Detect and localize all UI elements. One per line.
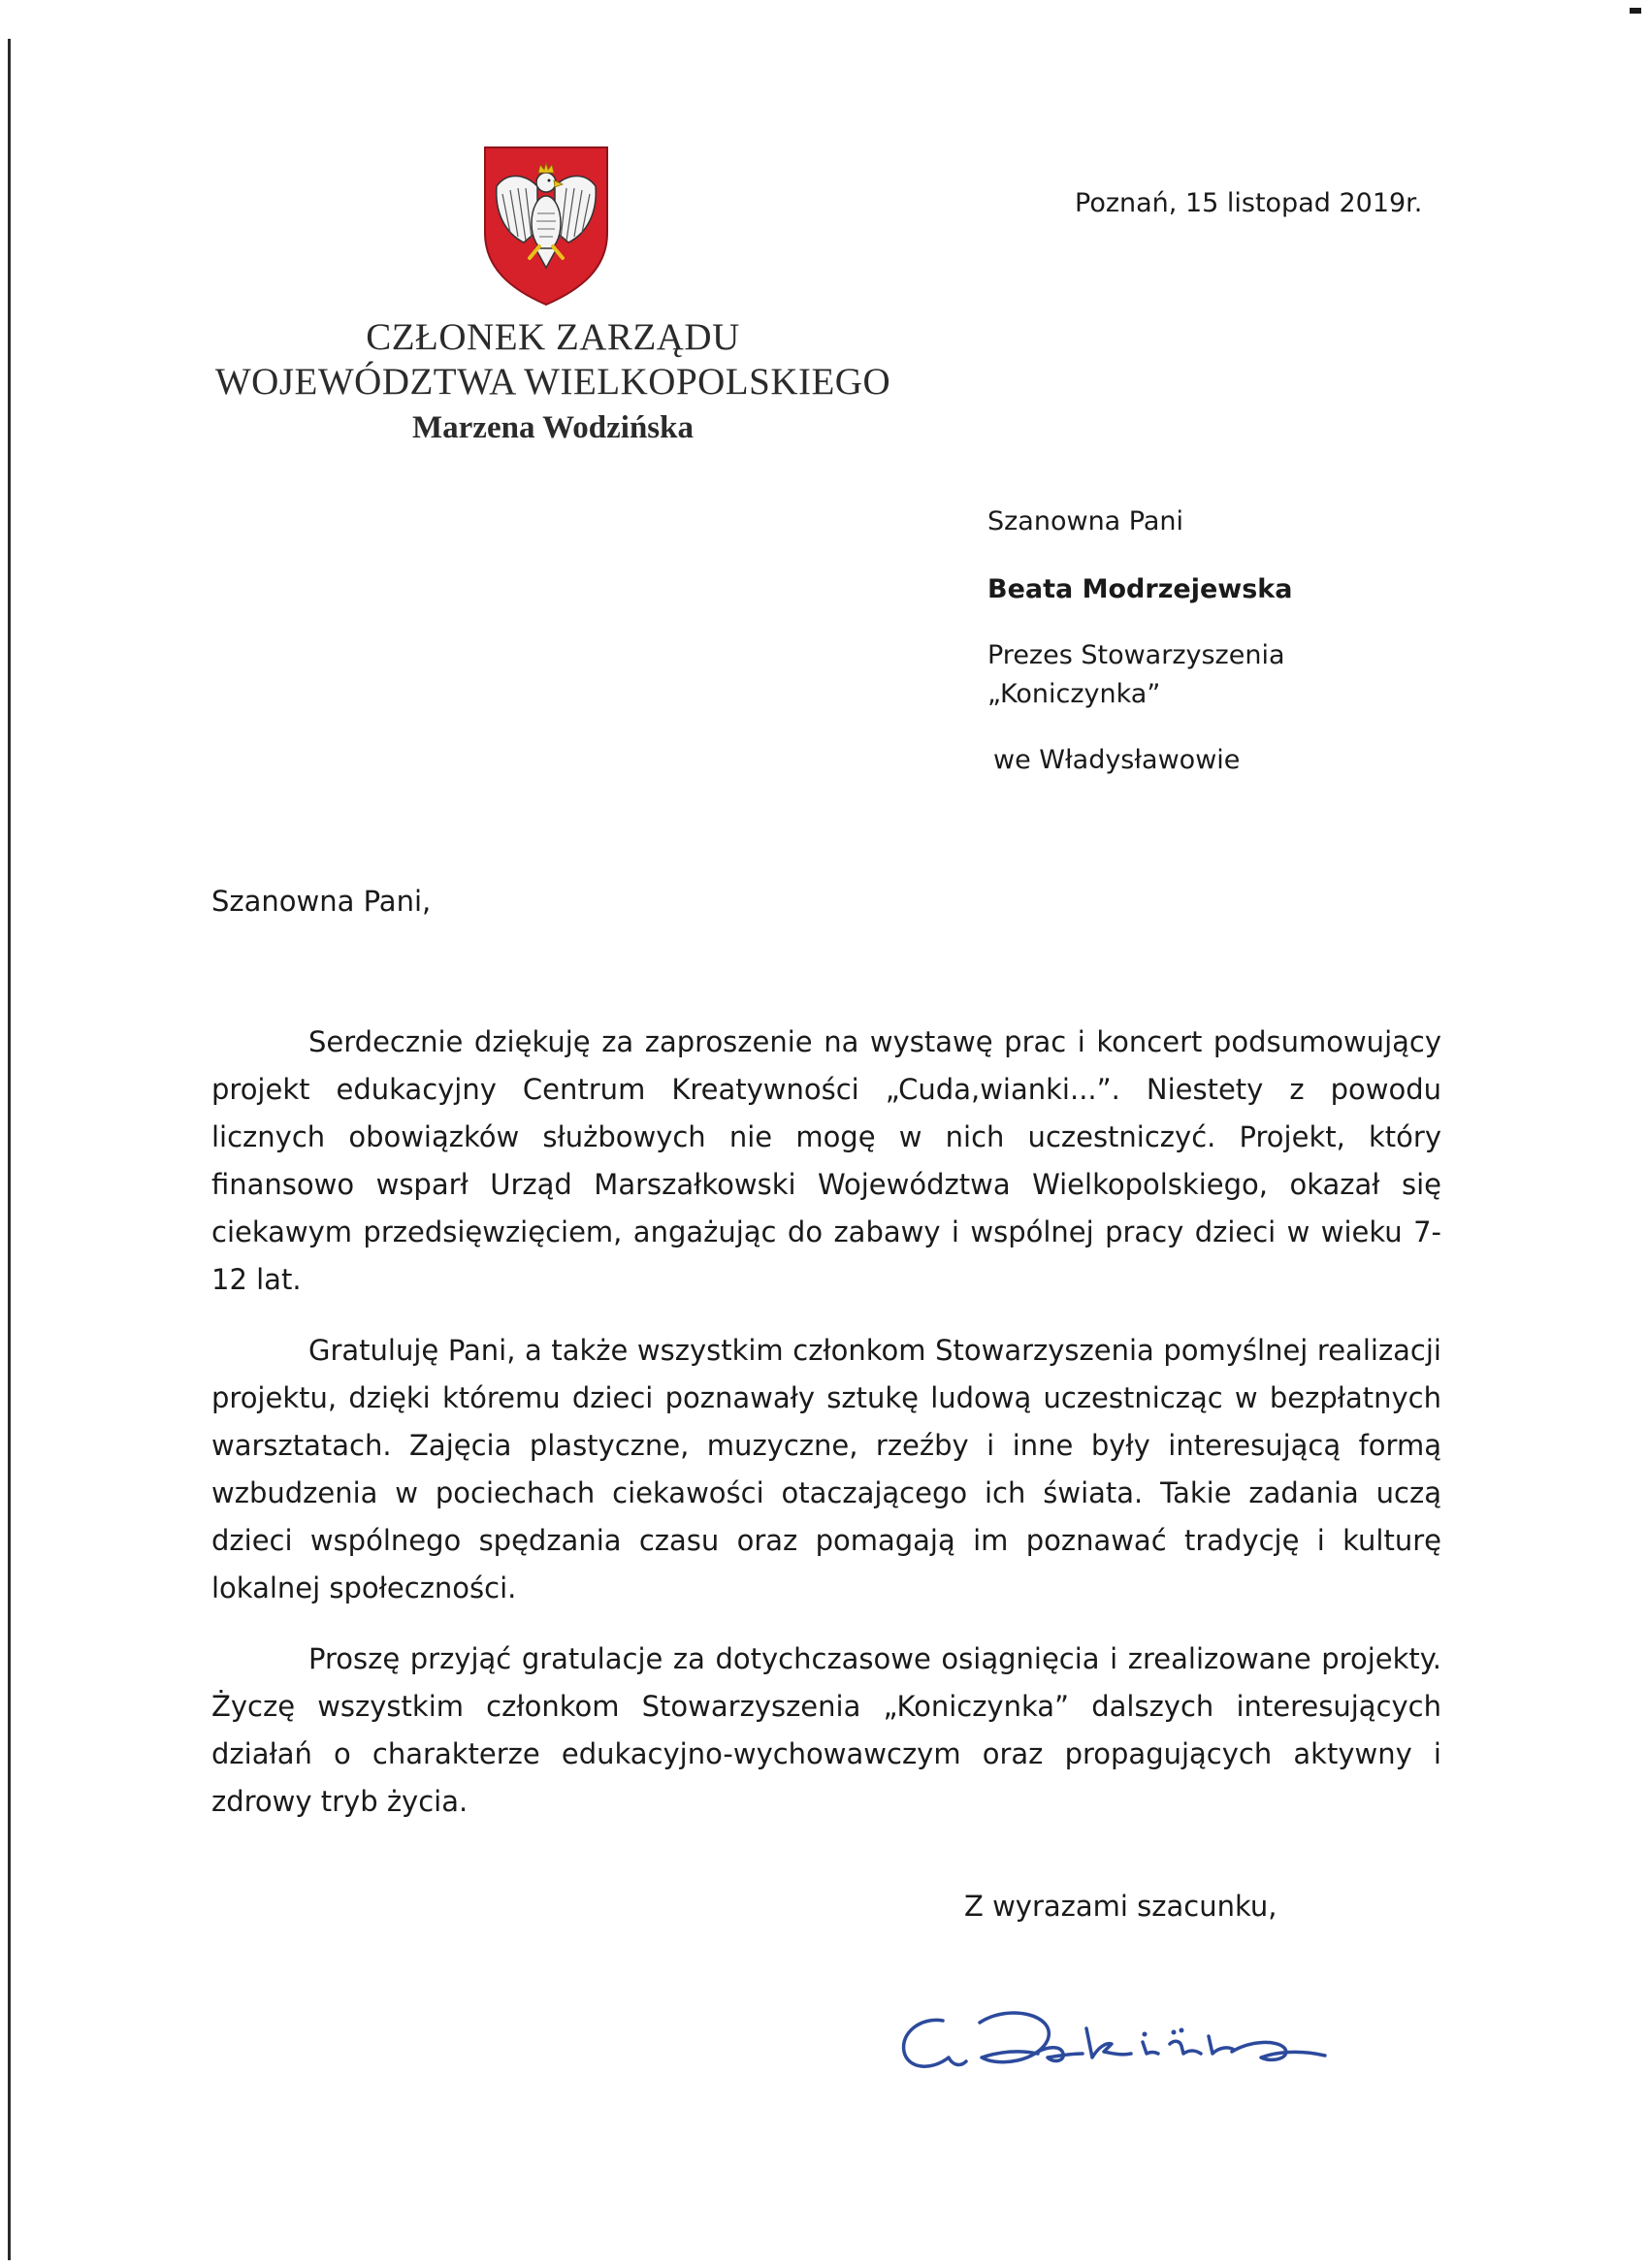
letter-date: Poznań, 15 listopad 2019r.: [1075, 188, 1423, 218]
sender-title-line-1: CZŁONEK ZARZĄDU: [366, 316, 740, 358]
recipient-role: Prezes Stowarzyszenia: [987, 640, 1285, 670]
scan-edge: [8, 39, 11, 2260]
body-paragraph: Proszę przyjąć gratulacje za dotychczasowe osiągnięcia i zrealizowane projekty. Życzę wszystkim członkom Stowarzyszenia „Koniczynka” dalszych interesujących działań o charakterze edukacyjno-wychowawczym oraz propagujących aktywny i zdrowy tryb życia.: [211, 1642, 1441, 1818]
letter-salutation: Szanowna Pani,: [211, 885, 432, 918]
body-paragraph: Gratuluję Pani, a także wszystkim członkom Stowarzyszenia pomyślnej realizacji projektu, dzięki któremu dzieci poznawały sztukę ludową uczestnicząc w bezpłatnych warsztatach. Zajęcia plastyczne, muzyczne, rzeźby i inne były interesującą formą wzbudzenia w pociechach ciekawości otaczającego ich świata. Takie zadania uczą dzieci wspólnego spędzania czasu oraz pomagają im poznawać tradycję i kulturę lokalnej społeczności.: [211, 1334, 1441, 1604]
sender-header: [194, 315, 912, 449]
sender-name: Marzena Wodzińska: [412, 410, 694, 445]
letter-closing: Z wyrazami szacunku,: [964, 1890, 1277, 1923]
recipient-organization: „Koniczynka”: [987, 679, 1161, 709]
recipient-greeting: Szanowna Pani: [987, 506, 1184, 536]
scan-mark: [1630, 8, 1641, 14]
handwritten-signature: [892, 1993, 1339, 2081]
coat-of-arms-icon: [481, 144, 611, 308]
body-paragraph: Serdecznie dziękuję za zaproszenie na wystawę prac i koncert podsumowujący projekt edukacyjny Centrum Kreatywności „Cuda,wianki...”. Niestety z powodu licznych obowiązków służbowych nie mogę w nich uczestniczyć. Projekt, który finansowo wsparł Urząd Marszałkowski Województwa Wielkopolskiego, okazał się ciekawym przedsięwzięciem, angażując do zabawy i wspólnej pracy dzieci w wieku 7-12 lat.: [211, 1025, 1441, 1296]
recipient-address: [987, 502, 1292, 780]
recipient-name: Beata Modrzejewska: [987, 574, 1293, 604]
recipient-place: we Władysławowie: [993, 745, 1241, 775]
letter-body: [211, 1019, 1441, 1849]
sender-title-line-2: WOJEWÓDZTWA WIELKOPOLSKIEGO: [214, 361, 891, 403]
